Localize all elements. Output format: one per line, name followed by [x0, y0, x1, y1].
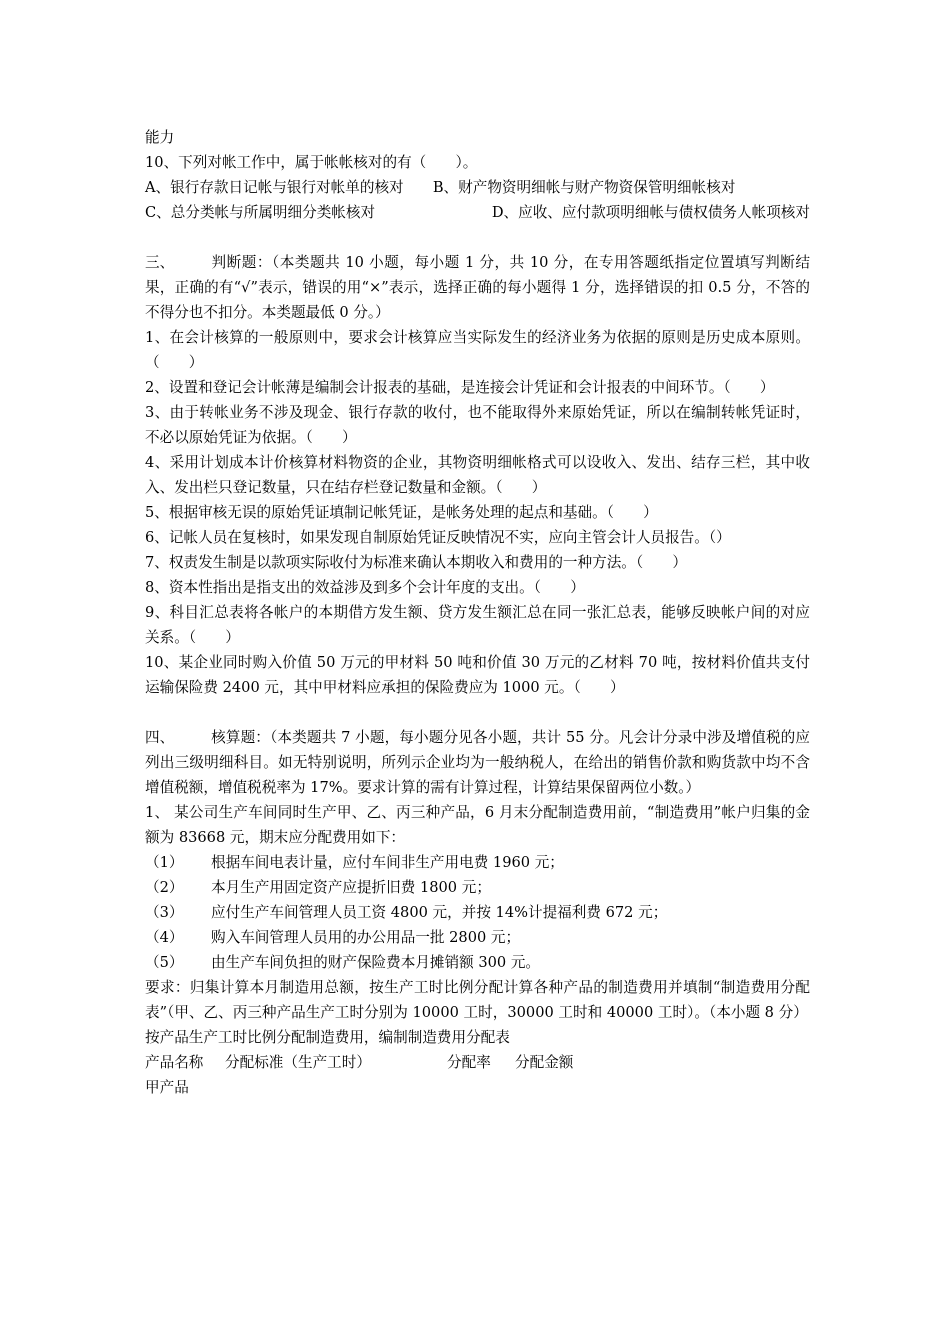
calc-item-5: （5） 由生产车间负担的财产保险费本月摊销额 300 元。: [145, 954, 541, 971]
table-header-product: 产品名称: [145, 1054, 204, 1071]
section-4-heading: [145, 725, 810, 800]
calc-item-3: （3） 应付生产车间管理人员工资 4800 元，并按 14%计提福利费 672 元；: [145, 904, 668, 921]
table-header-amount: 分配金额: [515, 1054, 574, 1071]
table-header-rate: 分配率: [447, 1054, 491, 1071]
table-title: 按产品生产工时比例分配制造费用，编制制造费用分配表: [145, 1029, 510, 1046]
calc-question-1-intro: 1、 某公司生产车间同时生产甲、乙、丙三种产品，6 月末分配制造费用前，“制造费用”帐户归集的金额为 83668 元，期末应分配费用如下：: [145, 804, 810, 846]
judge-item-6: 6、记帐人员在复核时，如果发现自制原始凭证反映情况不实，应向主管会计人员报告。（）: [145, 529, 731, 546]
calc-question-1-requirement: 要求：归集计算本月制造用总额，按生产工时比例分配计算各种产品的制造费用并填制“制造费用分配表”（甲、乙、丙三种产品生产工时分别为 10000 工时，30000 工时和 40000 工时）。（本小题 8 分）: [145, 979, 810, 1021]
section-3-heading: [145, 250, 810, 325]
judge-item-4: 4、采用计划成本计价核算材料物资的企业，其物资明细帐格式可以设收入、发出、结存三栏，其中收入、发出栏只登记数量，只在结存栏登记数量和金额。（ ）: [145, 454, 810, 496]
table-header-basis: 分配标准（生产工时）: [225, 1054, 371, 1071]
judge-item-7: 7、权责发生制是以款项实际收付为标准来确认本期收入和费用的一种方法。（ ）: [145, 554, 687, 571]
option-c: C、总分类帐与所属明细分类帐核对: [145, 204, 376, 221]
section-3-title: 判断题：（本类题共 10 小题，每小题 1 分，共 10 分，在专用答题纸指定位置填写判断结果，正确的有“√”表示，错误的用“×”表示，选择正确的每小题得 1 分，选择错误的扣 0.5 分，不答的不得分也不扣分。本类题最低 0 分。）: [145, 254, 810, 321]
option-d: D、应收、应付款项明细帐与债权债务人帐项核对: [491, 204, 810, 221]
question-10-options-cd: [145, 200, 810, 225]
judge-item-3: 3、由于转帐业务不涉及现金、银行存款的收付，也不能取得外来原始凭证，所以在编制转帐凭证时，不必以原始凭证为依据。（ ）: [145, 404, 810, 446]
judge-item-2: 2、设置和登记会计帐薄是编制会计报表的基础，是连接会计凭证和会计报表的中间环节。（ ）: [145, 379, 775, 396]
section-3-number: 三、: [145, 254, 175, 271]
judge-item-5: 5、根据审核无误的原始凭证填制记帐凭证，是帐务处理的起点和基础。（ ）: [145, 504, 658, 521]
prev-question-tail: 能力: [145, 129, 175, 146]
section-4-title: 核算题：（本类题共 7 小题，每小题分见各小题，共计 55 分。凡会计分录中涉及增值税的应列出三级明细科目。如无特别说明，所列示企业均为一般纳税人，在给出的销售价款和购货款中均不含增值税额，增值税税率为 17%。要求计算的需有计算过程，计算结果保留两位小数。）: [145, 729, 810, 796]
calc-item-1: （1） 根据车间电表计量，应付车间非生产用电费 1960 元；: [145, 854, 564, 871]
calc-item-4: （4） 购入车间管理人员用的办公用品一批 2800 元；: [145, 929, 521, 946]
document-page: [145, 125, 810, 1100]
judge-item-8: 8、资本性指出是指支出的效益涉及到多个会计年度的支出。（ ）: [145, 579, 585, 596]
table-row-product-a: 甲产品: [145, 1079, 189, 1096]
judge-item-10: 10、某企业同时购入价值 50 万元的甲材料 50 吨和价值 30 万元的乙材料 70 吨，按材料价值共支付运输保险费 2400 元，其中甲材料应承担的保险费应为 1000 元。（ ）: [145, 654, 810, 696]
table-header-row: [145, 1050, 810, 1075]
section-4-number: 四、: [145, 729, 175, 746]
calc-item-2: （2） 本月生产用固定资产应提折旧费 1800 元；: [145, 879, 491, 896]
question-10: 10、下列对帐工作中，属于帐帐核对的有（ ）。: [145, 154, 478, 171]
judge-item-1: 1、在会计核算的一般原则中，要求会计核算应当实际发生的经济业务为依据的原则是历史成本原则。（ ）: [145, 329, 810, 371]
question-10-options-ab: A、银行存款日记帐与银行对帐单的核对 B、财产物资明细帐与财产物资保管明细帐核对: [145, 179, 736, 196]
judge-item-9: 9、科目汇总表将各帐户的本期借方发生额、贷方发生额汇总在同一张汇总表，能够反映帐户间的对应关系。（ ）: [145, 604, 810, 646]
